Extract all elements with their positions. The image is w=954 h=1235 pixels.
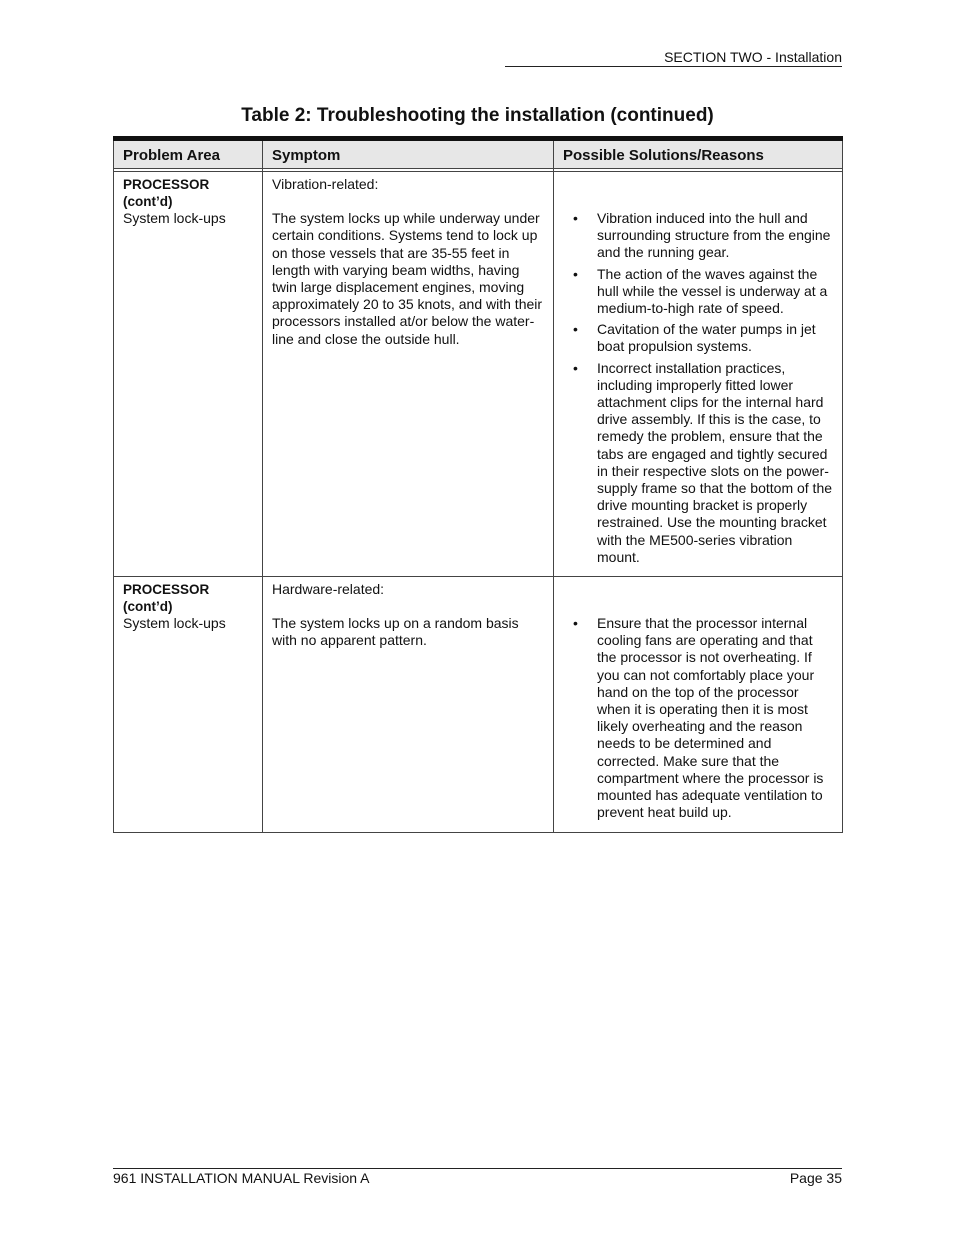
symptom-text: The system locks up while underway under certain conditions. Systems tend to lock up on those vessels that are 35-55 feet in length with varying beam widths, having twin large displacement engines, moving approximately 20 to 35 knots, and with their processors installed at/or below the water-line and close the outside hull. [272, 210, 543, 347]
symptom-cell [263, 577, 554, 832]
bullet-icon: • [573, 359, 578, 376]
problem-area-subtitle: System lock-ups [123, 615, 226, 632]
bullet-icon: • [573, 321, 578, 338]
symptom-label: Hardware-related: [272, 581, 385, 598]
bullet-icon: • [573, 210, 578, 226]
problem-area-title: PROCESSOR (cont’d) [123, 177, 210, 210]
solutions-list [563, 615, 833, 821]
symptom-label: Vibration-related: [272, 176, 379, 192]
problem-area-cell [114, 577, 263, 832]
table-title: Table 2: Troubleshooting the installation (continued) [241, 105, 714, 126]
list-item: • The action of the waves against the hull while the vessel is underway at a medium-to-high rate of speed. [573, 265, 828, 317]
manual-title: 961 INSTALLATION MANUAL Revision A [113, 1170, 370, 1186]
symptom-text: The system locks up on a random basis with no apparent pattern. [272, 615, 519, 649]
problem-area-cell [114, 172, 263, 577]
page-number: Page 35 [789, 1170, 842, 1186]
solutions-cell [554, 577, 843, 832]
column-header-symptom: Symptom [263, 139, 554, 169]
column-header-problem-area: Problem Area [114, 139, 263, 169]
running-header: SECTION TWO - Installation [505, 49, 842, 67]
solutions-cell [554, 172, 843, 577]
symptom-cell [263, 172, 554, 577]
list-item: • Cavitation of the water pumps in jet boat propulsion systems. [573, 321, 816, 355]
list-item: • Ensure that the processor internal cooling fans are operating and that the processor is not overheating. If you can not comfortably place your hand on the top of the processor when it is operating then it is most likely overheating and the reason needs to be determined and corrected. Make sure that the compartment where the processor is mounted has adequate ventilation to prevent heat build up. [573, 615, 824, 821]
list-item: • Vibration induced into the hull and surrounding structure from the engine and the running gear. [573, 210, 831, 261]
solutions-list [563, 210, 833, 566]
bullet-icon: • [573, 265, 578, 282]
table-row [114, 577, 843, 832]
problem-area-title: PROCESSOR (cont’d) [123, 582, 210, 615]
list-item: • Incorrect installation practices, including improperly fitted lower attachment clips for the internal hard drive assembly. If this is the case, to remedy the problem, ensure that the tabs are engaged and tightly secured in their respective slots on the power-supply frame so that the bottom of the drive mounting bracket is properly restrained. Use the mounting bracket with the ME500-series vibration mount. [573, 359, 833, 565]
column-header-solutions: Possible Solutions/Reasons [554, 139, 843, 169]
troubleshooting-table [113, 136, 843, 833]
page-footer [113, 1168, 842, 1186]
problem-area-subtitle: System lock-ups [123, 210, 226, 227]
table-row [114, 172, 843, 577]
table-header-row [114, 139, 843, 169]
bullet-icon: • [573, 615, 578, 632]
